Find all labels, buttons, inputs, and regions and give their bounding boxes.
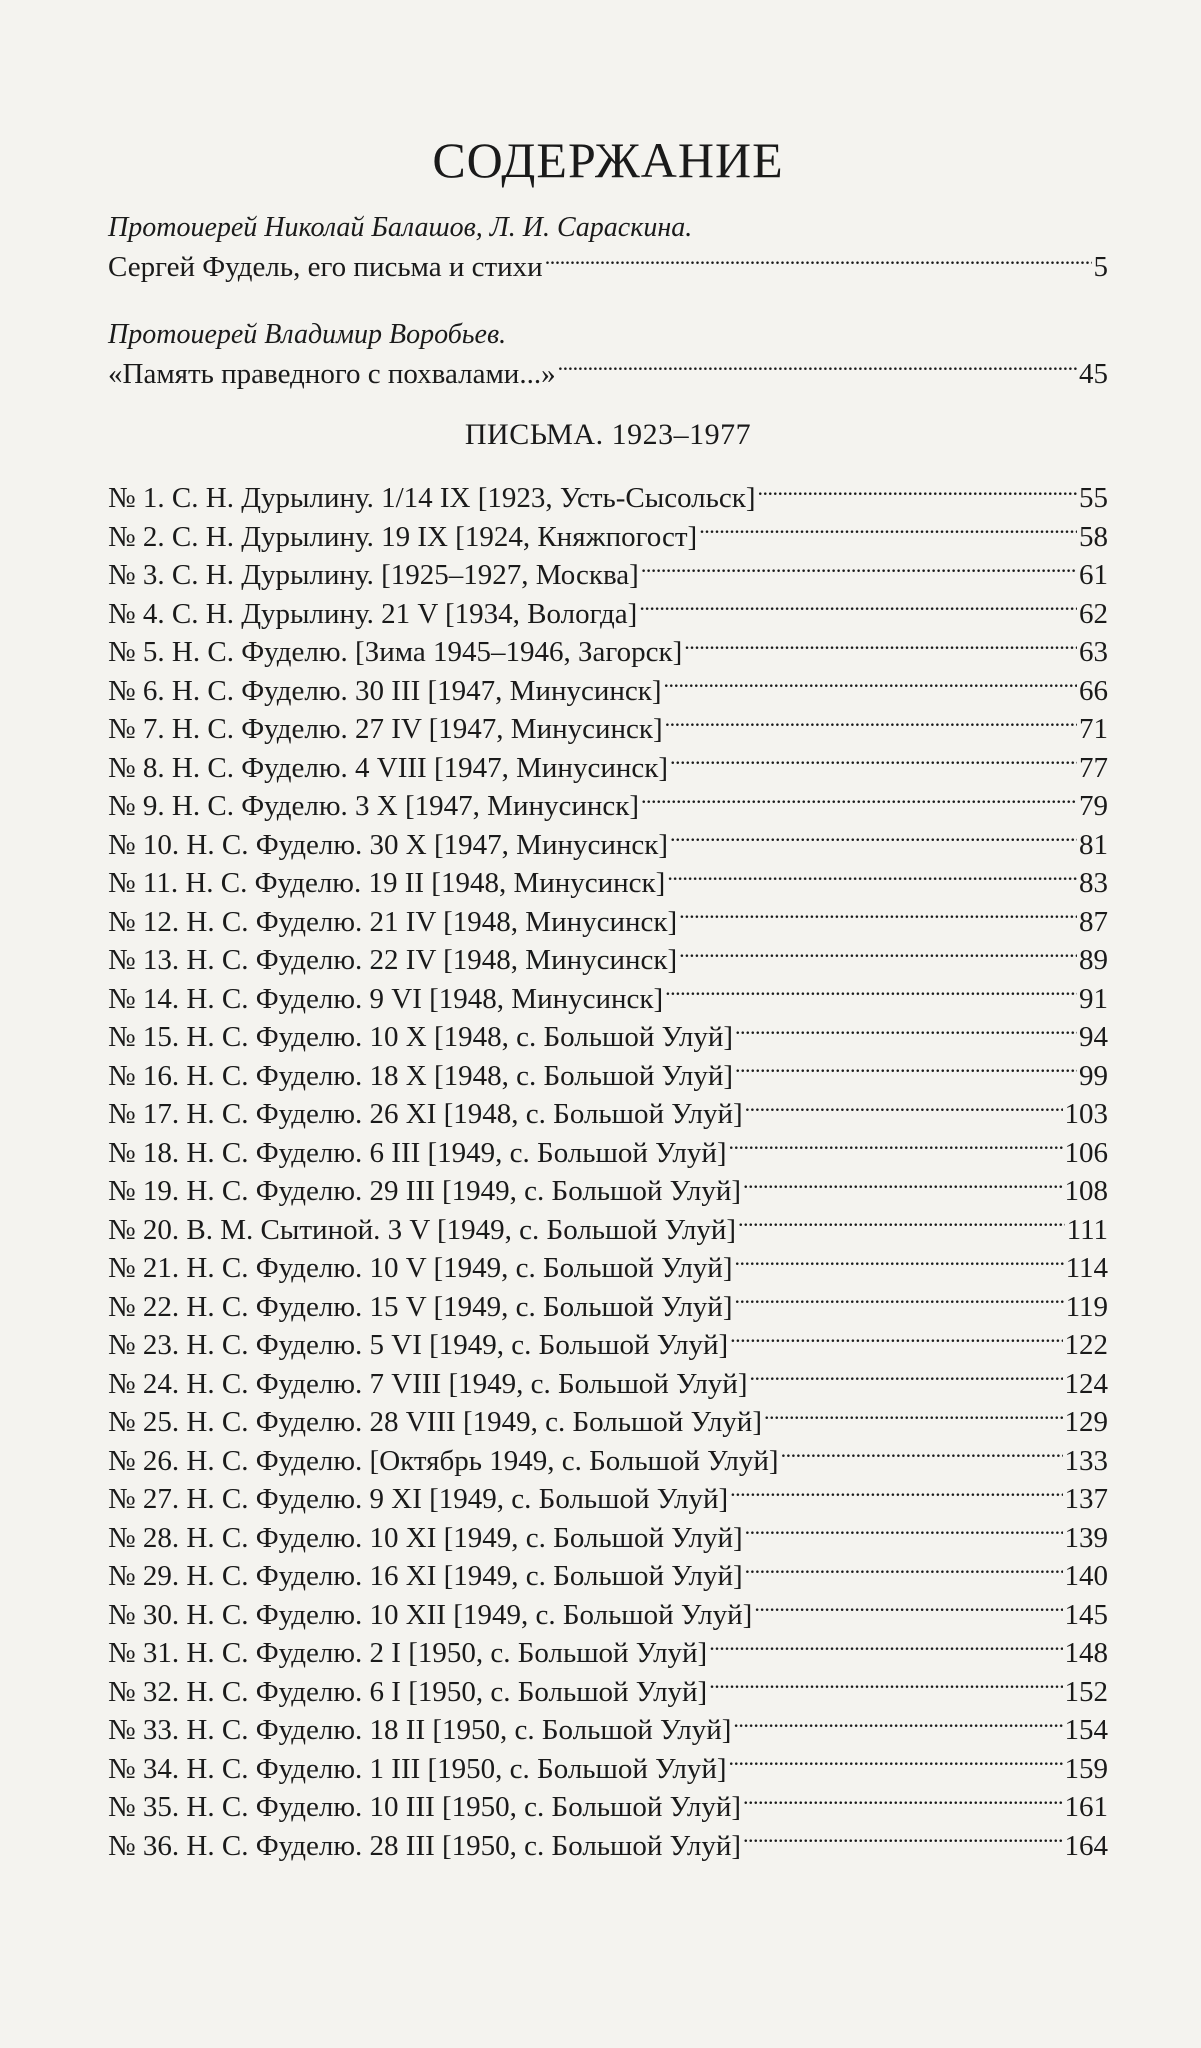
toc-entry-label: № 36. Н. С. Фуделю. 28 III [1950, с. Большой Улуй]: [108, 1829, 742, 1862]
dot-leader: [709, 1633, 1062, 1662]
toc-entry-label: № 17. Н. С. Фуделю. 26 XI [1948, с. Большой Улуй]: [108, 1098, 743, 1130]
toc-entry[interactable]: [108, 1518, 1108, 1557]
dot-leader: [735, 1017, 1077, 1046]
dot-leader: [729, 1133, 1063, 1162]
dot-leader: [679, 902, 1077, 931]
toc-entry-label: № 25. Н. С. Фуделю. 28 VIII [1949, с. Большой Улуй]: [108, 1406, 762, 1438]
toc-entry[interactable]: [108, 517, 1108, 556]
toc-entry[interactable]: [108, 632, 1108, 671]
toc-entry-page: 164: [1064, 1829, 1108, 1862]
intro-author: Протоиерей Николай Балашов, Л. И. Сараскина.: [108, 212, 693, 243]
dot-leader: [735, 1056, 1077, 1085]
toc-entry-label: № 34. Н. С. Фуделю. 1 III [1950, с. Большой Улуй]: [108, 1752, 727, 1785]
dot-leader: [665, 709, 1077, 738]
toc-entry-page: 133: [1064, 1444, 1108, 1477]
dot-leader: [764, 1402, 1063, 1431]
dot-leader: [743, 1171, 1062, 1200]
toc-entry-page: 103: [1064, 1098, 1108, 1130]
toc-entry-label: № 29. Н. С. Фуделю. 16 XI [1949, с. Большой Улуй]: [108, 1560, 743, 1592]
dot-leader: [781, 1441, 1063, 1470]
toc-entry-page: 124: [1064, 1367, 1108, 1400]
toc-entry[interactable]: [108, 1402, 1108, 1441]
dot-leader: [749, 1364, 1062, 1393]
dot-leader: [738, 1210, 1065, 1239]
toc-entry[interactable]: [108, 478, 1108, 517]
toc-entry[interactable]: [108, 354, 1108, 393]
toc-entry[interactable]: [108, 1364, 1108, 1403]
dot-leader: [639, 594, 1077, 623]
toc-entry-label: «Память праведного с похвалами...»: [108, 357, 556, 390]
toc-entry-page: 79: [1079, 790, 1108, 822]
intro-author: Протоиерей Владимир Воробьев.: [108, 318, 507, 350]
toc-entry-label: № 33. Н. С. Фуделю. 18 II [1950, с. Большой Улуй]: [108, 1714, 732, 1746]
toc-entry-page: 89: [1079, 944, 1108, 976]
section-heading: ПИСЬМА. 1923–1977: [464, 418, 752, 451]
toc-entry-page: 139: [1064, 1521, 1108, 1554]
toc-entry[interactable]: [108, 1056, 1108, 1095]
toc-entry-page: 148: [1064, 1637, 1108, 1669]
toc-entry[interactable]: [108, 1749, 1108, 1788]
toc-entry[interactable]: [108, 1325, 1108, 1364]
dot-leader: [545, 247, 1092, 276]
toc-entry-label: № 5. Н. С. Фуделю. [Зима 1945–1946, Загорск]: [108, 636, 683, 668]
toc-entry-page: 83: [1079, 867, 1108, 899]
toc-entry[interactable]: [108, 1826, 1108, 1865]
toc-entry[interactable]: [108, 748, 1108, 787]
toc-entry-label: № 2. С. Н. Дурылину. 19 IX [1924, Княжпогост]: [108, 520, 698, 553]
dot-leader: [729, 1749, 1063, 1778]
toc-entry-page: 91: [1079, 982, 1108, 1015]
dot-leader: [665, 979, 1077, 1008]
dot-leader: [709, 1672, 1062, 1701]
toc-entry-page: 108: [1064, 1175, 1108, 1207]
toc-entry-page: 122: [1064, 1329, 1108, 1361]
dot-leader: [745, 1094, 1063, 1123]
dot-leader: [743, 1826, 1062, 1855]
toc-entry[interactable]: [108, 709, 1108, 748]
table-of-contents: [108, 125, 1108, 1864]
toc-entry-label: № 9. Н. С. Фуделю. 3 X [1947, Минусинск]: [108, 790, 640, 822]
dot-leader: [758, 478, 1077, 507]
toc-entry-label: № 18. Н. С. Фуделю. 6 III [1949, с. Большой Улуй]: [108, 1136, 727, 1169]
toc-entry[interactable]: [108, 1595, 1108, 1634]
dot-leader: [754, 1595, 1062, 1624]
toc-entry-label: № 12. Н. С. Фуделю. 21 IV [1948, Минусинск]: [108, 905, 678, 938]
toc-entry-page: 159: [1064, 1752, 1108, 1785]
dot-leader: [734, 1287, 1063, 1316]
toc-entry-label: № 7. Н. С. Фуделю. 27 IV [1947, Минусинск]: [108, 713, 663, 745]
toc-entry-page: 45: [1079, 357, 1108, 390]
toc-entry-page: 71: [1079, 713, 1108, 745]
toc-entry[interactable]: [108, 1171, 1108, 1210]
toc-entry-label: № 22. Н. С. Фуделю. 15 V [1949, с. Большой Улуй]: [108, 1290, 733, 1323]
toc-entry[interactable]: [108, 902, 1108, 941]
toc-entry-page: 77: [1079, 751, 1108, 784]
toc-entry-label: № 30. Н. С. Фуделю. 10 XII [1949, с. Большой Улуй]: [108, 1598, 753, 1631]
toc-entry-page: 119: [1065, 1290, 1108, 1323]
toc-entry-label: № 8. Н. С. Фуделю. 4 VIII [1947, Минусинск]: [108, 751, 668, 784]
toc-entry-label: № 31. Н. С. Фуделю. 2 I [1950, с. Большой Улуй]: [108, 1637, 708, 1669]
toc-entry-page: 140: [1064, 1560, 1108, 1592]
toc-entry-page: 66: [1079, 674, 1108, 707]
toc-entry-page: 5: [1093, 251, 1108, 283]
dot-leader: [670, 748, 1077, 777]
toc-entry-page: 58: [1079, 520, 1108, 553]
toc-entry[interactable]: [108, 786, 1108, 825]
toc-entry-page: 114: [1065, 1252, 1108, 1284]
toc-entry-label: № 26. Н. С. Фуделю. [Октябрь 1949, с. Большой Улуй]: [108, 1444, 779, 1477]
dot-leader: [730, 1479, 1062, 1508]
toc-entry[interactable]: [108, 979, 1108, 1018]
toc-entry-page: 81: [1079, 828, 1108, 861]
toc-entry-label: № 10. Н. С. Фуделю. 30 X [1947, Минусинск]: [108, 828, 669, 861]
toc-entry-label: № 13. Н. С. Фуделю. 22 IV [1948, Минусинск]: [108, 944, 678, 976]
toc-entry-page: 161: [1064, 1791, 1108, 1823]
dot-leader: [558, 354, 1077, 383]
dot-leader: [684, 632, 1077, 661]
toc-entry-page: 94: [1079, 1021, 1108, 1053]
toc-entry-label: № 32. Н. С. Фуделю. 6 I [1950, с. Большой Улуй]: [108, 1675, 708, 1708]
toc-entry-page: 137: [1064, 1483, 1108, 1515]
dot-leader: [679, 940, 1077, 969]
toc-entry-label: № 20. В. М. Сытиной. 3 V [1949, с. Большой Улуй]: [108, 1213, 737, 1246]
toc-entry-label: № 16. Н. С. Фуделю. 18 X [1948, с. Большой Улуй]: [108, 1059, 734, 1092]
toc-entry-label: № 3. С. Н. Дурылину. [1925–1927, Москва]: [108, 559, 639, 591]
toc-entry[interactable]: [108, 1287, 1108, 1326]
toc-entry-page: 145: [1064, 1598, 1108, 1631]
toc-entry-label: № 4. С. Н. Дурылину. 21 V [1934, Вологда]: [108, 597, 638, 630]
toc-entry[interactable]: [108, 1248, 1108, 1287]
toc-entry[interactable]: [108, 1633, 1108, 1672]
toc-entry[interactable]: [108, 1710, 1108, 1749]
toc-entry-page: 63: [1079, 636, 1108, 668]
toc-entry-label: № 11. Н. С. Фуделю. 19 II [1948, Минусинск]: [108, 867, 666, 899]
toc-entry[interactable]: [108, 1787, 1108, 1826]
toc-entry[interactable]: [108, 1556, 1108, 1595]
toc-entry[interactable]: [108, 1672, 1108, 1711]
toc-entry-label: Сергей Фудель, его письма и стихи: [108, 251, 543, 283]
toc-entry-label: № 28. Н. С. Фуделю. 10 XI [1949, с. Большой Улуй]: [108, 1521, 743, 1554]
toc-entry-page: 62: [1079, 597, 1108, 630]
toc-entry-page: 87: [1079, 905, 1108, 938]
toc-entry[interactable]: [108, 1210, 1108, 1249]
dot-leader: [734, 1248, 1063, 1277]
toc-entry[interactable]: [108, 1479, 1108, 1518]
dot-leader: [699, 517, 1077, 546]
dot-leader: [743, 1787, 1062, 1816]
toc-entry[interactable]: [108, 555, 1108, 594]
toc-entry-page: 99: [1079, 1059, 1108, 1092]
toc-entry[interactable]: [108, 1094, 1108, 1133]
dot-leader: [745, 1518, 1063, 1547]
toc-entry-label: № 23. Н. С. Фуделю. 5 VI [1949, с. Большой Улуй]: [108, 1329, 729, 1361]
toc-entry-label: № 19. Н. С. Фуделю. 29 III [1949, с. Большой Улуй]: [108, 1175, 742, 1207]
toc-entry-label: № 1. С. Н. Дурылину. 1/14 IX [1923, Усть-Сысольск]: [108, 482, 756, 514]
toc-entry[interactable]: [108, 1017, 1108, 1056]
toc-entry-label: № 15. Н. С. Фуделю. 10 X [1948, с. Большой Улуй]: [108, 1021, 734, 1053]
dot-leader: [730, 1325, 1062, 1354]
dot-leader: [664, 671, 1077, 700]
dot-leader: [641, 555, 1077, 584]
toc-entry-page: 154: [1064, 1714, 1108, 1746]
toc-entry[interactable]: [108, 1133, 1108, 1172]
toc-entry-page: 55: [1079, 482, 1108, 514]
toc-entry-label: № 35. Н. С. Фуделю. 10 III [1950, с. Большой Улуй]: [108, 1791, 742, 1823]
toc-entry-page: 152: [1064, 1675, 1108, 1708]
toc-entry-label: № 14. Н. С. Фуделю. 9 VI [1948, Минусинск]: [108, 982, 664, 1015]
dot-leader: [641, 786, 1077, 815]
dot-leader: [670, 825, 1077, 854]
toc-entry[interactable]: [108, 594, 1108, 633]
toc-entry-label: № 6. Н. С. Фуделю. 30 III [1947, Минусинск]: [108, 674, 662, 707]
toc-entry-page: 61: [1079, 559, 1108, 591]
toc-entry[interactable]: [108, 940, 1108, 979]
intro-item-1: [108, 209, 1108, 286]
dot-leader: [733, 1710, 1062, 1739]
page-title: СОДЕРЖАНИЕ: [432, 132, 784, 188]
letters-list: [108, 478, 1108, 1864]
toc-entry-label: № 21. Н. С. Фуделю. 10 V [1949, с. Большой Улуй]: [108, 1252, 733, 1284]
toc-entry[interactable]: [108, 247, 1108, 286]
toc-entry[interactable]: [108, 1441, 1108, 1480]
toc-entry-page: 129: [1064, 1406, 1108, 1438]
intro-item-2: [108, 316, 1108, 393]
toc-entry-page: 111: [1066, 1213, 1108, 1246]
toc-entry[interactable]: [108, 863, 1108, 902]
toc-entry-label: № 27. Н. С. Фуделю. 9 XI [1949, с. Большой Улуй]: [108, 1483, 729, 1515]
dot-leader: [667, 863, 1077, 892]
toc-entry[interactable]: [108, 671, 1108, 710]
toc-entry-label: № 24. Н. С. Фуделю. 7 VIII [1949, с. Большой Улуй]: [108, 1367, 748, 1400]
dot-leader: [745, 1556, 1063, 1585]
toc-entry-page: 106: [1064, 1136, 1108, 1169]
toc-entry[interactable]: [108, 825, 1108, 864]
